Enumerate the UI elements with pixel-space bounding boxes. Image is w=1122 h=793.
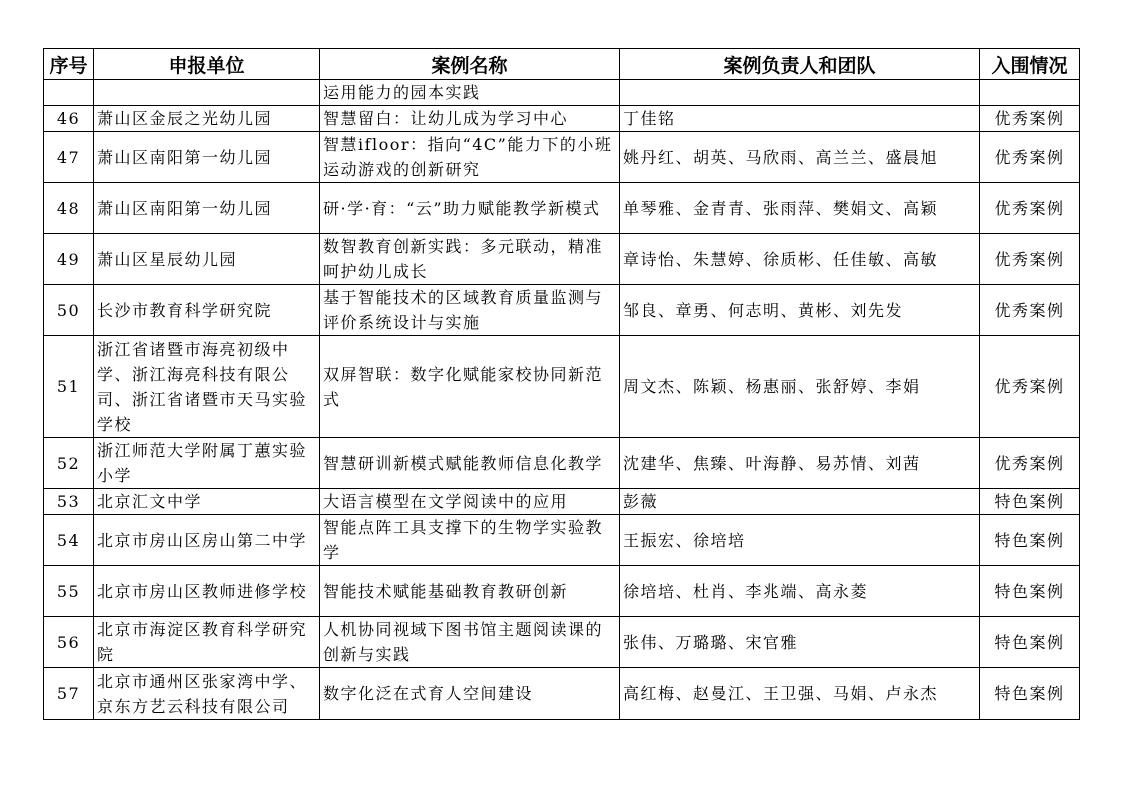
cell-status: 优秀案例 xyxy=(980,234,1080,285)
cell-team: 丁佳铭 xyxy=(620,106,980,132)
cell-no: 51 xyxy=(44,336,94,438)
header-no: 序号 xyxy=(44,49,94,80)
table-row xyxy=(44,80,1080,106)
table-row xyxy=(44,489,1080,515)
cell-status: 优秀案例 xyxy=(980,336,1080,438)
cell-status: 优秀案例 xyxy=(980,183,1080,234)
cell-case-name: 基于智能技术的区域教育质量监测与评价系统设计与实施 xyxy=(320,285,620,336)
cell-status: 特色案例 xyxy=(980,489,1080,515)
cell-case-name: 智能技术赋能基础教育教研创新 xyxy=(320,566,620,617)
table-header-row xyxy=(44,49,1080,80)
table-row xyxy=(44,336,1080,438)
cell-case-name: 研·学·育：“云”助力赋能教学新模式 xyxy=(320,183,620,234)
cell-no: 53 xyxy=(44,489,94,515)
cell-team: 徐培培、杜肖、李兆端、高永菱 xyxy=(620,566,980,617)
table-row xyxy=(44,132,1080,183)
cell-unit: 北京市海淀区教育科学研究院 xyxy=(94,617,320,668)
header-team: 案例负责人和团队 xyxy=(620,49,980,80)
cell-no xyxy=(44,80,94,106)
cell-unit: 北京市房山区房山第二中学 xyxy=(94,515,320,566)
cell-unit: 萧山区南阳第一幼儿园 xyxy=(94,183,320,234)
cell-no: 57 xyxy=(44,668,94,720)
cell-team: 沈建华、焦臻、叶海静、易苏情、刘茜 xyxy=(620,438,980,489)
cell-team: 邹良、章勇、何志明、黄彬、刘先发 xyxy=(620,285,980,336)
table-row xyxy=(44,106,1080,132)
table-row xyxy=(44,515,1080,566)
cell-no: 50 xyxy=(44,285,94,336)
cell-unit: 北京市房山区教师进修学校 xyxy=(94,566,320,617)
cell-team xyxy=(620,80,980,106)
cell-status: 特色案例 xyxy=(980,617,1080,668)
cell-team: 单琴雅、金青青、张雨萍、樊娟文、高颖 xyxy=(620,183,980,234)
cell-no: 56 xyxy=(44,617,94,668)
cell-no: 55 xyxy=(44,566,94,617)
cell-status: 优秀案例 xyxy=(980,132,1080,183)
cell-no: 54 xyxy=(44,515,94,566)
table-row xyxy=(44,183,1080,234)
table-row xyxy=(44,566,1080,617)
cell-unit: 北京市通州区张家湾中学、京东方艺云科技有限公司 xyxy=(94,668,320,720)
cell-status: 优秀案例 xyxy=(980,438,1080,489)
cell-no: 47 xyxy=(44,132,94,183)
cell-team: 高红梅、赵曼江、王卫强、马娟、卢永杰 xyxy=(620,668,980,720)
cell-unit: 长沙市教育科学研究院 xyxy=(94,285,320,336)
cell-status: 特色案例 xyxy=(980,515,1080,566)
cell-unit: 浙江师范大学附属丁蕙实验小学 xyxy=(94,438,320,489)
cell-unit xyxy=(94,80,320,106)
table-row xyxy=(44,668,1080,720)
cell-team: 姚丹红、胡英、马欣雨、高兰兰、盛晨旭 xyxy=(620,132,980,183)
cell-case-name: 数智教育创新实践：多元联动，精准呵护幼儿成长 xyxy=(320,234,620,285)
header-unit: 申报单位 xyxy=(94,49,320,80)
cell-case-name: 大语言模型在文学阅读中的应用 xyxy=(320,489,620,515)
cell-case-name: 双屏智联：数字化赋能家校协同新范式 xyxy=(320,336,620,438)
case-list-table xyxy=(43,48,1080,720)
cell-no: 52 xyxy=(44,438,94,489)
cell-team: 周文杰、陈颖、杨惠丽、张舒婷、李娟 xyxy=(620,336,980,438)
cell-no: 49 xyxy=(44,234,94,285)
cell-case-name: 人机协同视域下图书馆主题阅读课的创新与实践 xyxy=(320,617,620,668)
cell-status: 特色案例 xyxy=(980,566,1080,617)
cell-no: 46 xyxy=(44,106,94,132)
cell-case-name: 运用能力的园本实践 xyxy=(320,80,620,106)
cell-status: 优秀案例 xyxy=(980,106,1080,132)
cell-unit: 萧山区南阳第一幼儿园 xyxy=(94,132,320,183)
cell-team: 张伟、万璐璐、宋官雅 xyxy=(620,617,980,668)
cell-status xyxy=(980,80,1080,106)
cell-team: 王振宏、徐培培 xyxy=(620,515,980,566)
cell-unit: 萧山区金辰之光幼儿园 xyxy=(94,106,320,132)
cell-unit: 北京汇文中学 xyxy=(94,489,320,515)
cell-status: 优秀案例 xyxy=(980,285,1080,336)
cell-case-name: 数字化泛在式育人空间建设 xyxy=(320,668,620,720)
table-row xyxy=(44,617,1080,668)
table-row xyxy=(44,234,1080,285)
cell-status: 特色案例 xyxy=(980,668,1080,720)
cell-case-name: 智慧留白：让幼儿成为学习中心 xyxy=(320,106,620,132)
cell-unit: 浙江省诸暨市海亮初级中学、浙江海亮科技有限公司、浙江省诸暨市天马实验学校 xyxy=(94,336,320,438)
header-case-name: 案例名称 xyxy=(320,49,620,80)
cell-case-name: 智能点阵工具支撑下的生物学实验教学 xyxy=(320,515,620,566)
header-status: 入围情况 xyxy=(980,49,1080,80)
cell-case-name: 智慧ifloor：指向“4C”能力下的小班运动游戏的创新研究 xyxy=(320,132,620,183)
cell-team: 彭薇 xyxy=(620,489,980,515)
cell-team: 章诗怡、朱慧婷、徐质彬、任佳敏、高敏 xyxy=(620,234,980,285)
cell-unit: 萧山区星辰幼儿园 xyxy=(94,234,320,285)
cell-no: 48 xyxy=(44,183,94,234)
table-row xyxy=(44,285,1080,336)
cell-case-name: 智慧研训新模式赋能教师信息化教学 xyxy=(320,438,620,489)
table-row xyxy=(44,438,1080,489)
